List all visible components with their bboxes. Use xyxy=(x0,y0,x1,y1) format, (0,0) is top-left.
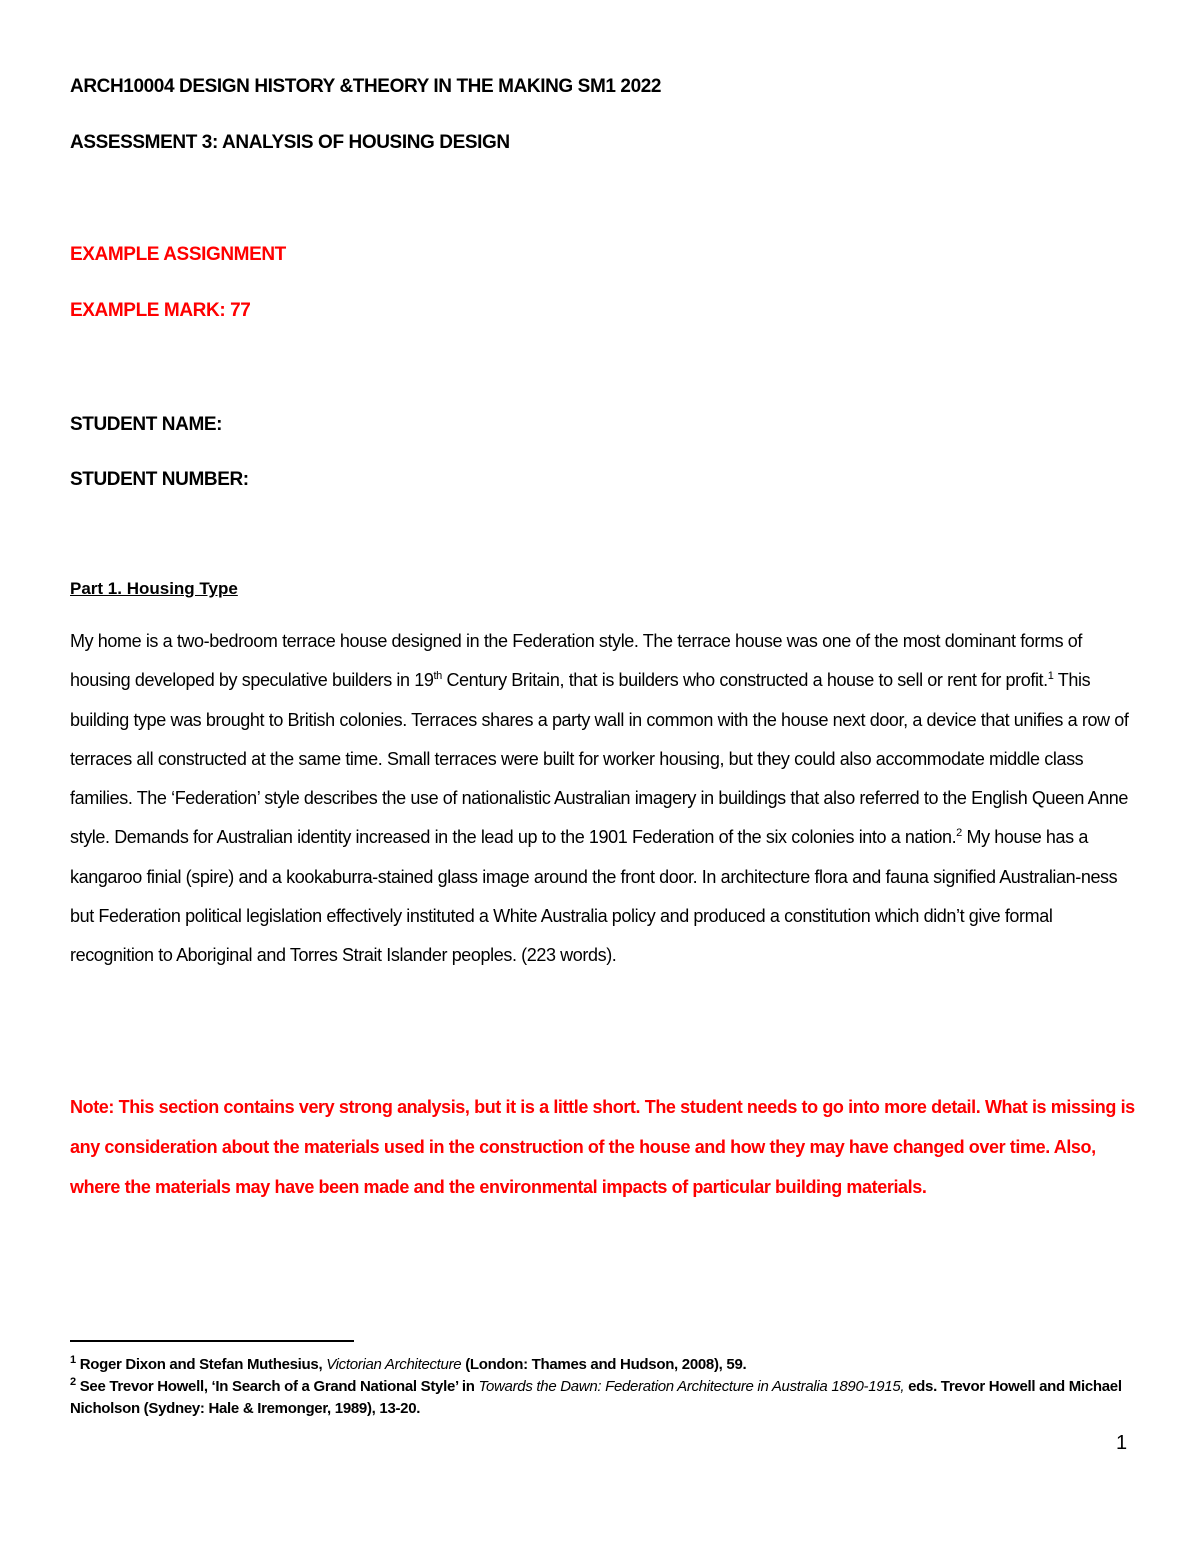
marker-note: Note: This section contains very strong analysis, but it is a little short. The student needs to go into more detail. What is missing is any consideration about the materials used in the construction of the house and how they may have changed over time. Also, where the materials may have been made and the environmental impacts of particular building materials. xyxy=(70,1097,1135,1197)
superscript-th: th xyxy=(433,670,442,683)
body-text-d: My house has a kangaroo finial (spire) and a kookaburra-stained glass image around the front door. In architecture flora and fauna signified Australian-ness but Federation political legislation effectively instituted a White Australia policy and produced a constitution which didn’t give formal recognition to Aboriginal and Torres Strait Islander peoples. (223 words). xyxy=(70,827,1118,966)
footnote-2-number: 2 xyxy=(70,1376,76,1388)
footnote-1 xyxy=(70,1354,1150,1376)
page-number: 1 xyxy=(1116,1432,1128,1454)
course-title: ARCH10004 DESIGN HISTORY &THEORY IN THE MAKING SM1 2022 xyxy=(70,76,662,97)
body-paragraph xyxy=(70,622,1140,976)
footnote-2-post: eds. Trevor Howell and Michael Nicholson (Sydney: Hale & Iremonger, 1989), 13-20. xyxy=(70,1378,1122,1417)
student-number-label: STUDENT NUMBER: xyxy=(70,469,249,490)
footnote-1-number: 1 xyxy=(70,1354,76,1366)
footnote-1-post: (London: Thames and Hudson, 2008), 59. xyxy=(461,1356,747,1373)
footnote-divider xyxy=(70,1340,354,1342)
body-text-c: This building type was brought to British colonies. Terraces shares a party wall in common with the house next door, a device that unifies a row of terraces all constructed at the same time. Small terraces were built for worker housing, but they could also accommodate middle class families. The ‘Federation’ style describes the use of nationalistic Australian imagery in buildings that also referred to the English Queen Anne style. Demands for Australian identity increased in the lead up to the 1901 Federation of the six colonies into a nation. xyxy=(70,670,1129,848)
footnote-ref-2[interactable]: 2 xyxy=(956,827,962,840)
footnote-ref-1[interactable]: 1 xyxy=(1047,670,1054,683)
section-heading: Part 1. Housing Type xyxy=(70,579,238,598)
student-name-label: STUDENT NAME: xyxy=(70,414,223,435)
footnote-2-pre: See Trevor Howell, ‘In Search of a Grand National Style’ in xyxy=(75,1378,479,1395)
footnotes xyxy=(70,1354,1150,1420)
body-text-b: Century Britain, that is builders who constructed a house to sell or rent for profit. xyxy=(441,670,1048,691)
assessment-title: ASSESSMENT 3: ANALYSIS OF HOUSING DESIGN xyxy=(70,132,510,153)
body-text-a: My home is a two-bedroom terrace house designed in the Federation style. The terrace house was one of the most dominant forms of housing developed by speculative builders in 19 xyxy=(70,631,1083,691)
example-mark-label: EXAMPLE MARK: 77 xyxy=(70,300,251,321)
example-assignment-label: EXAMPLE ASSIGNMENT xyxy=(70,244,286,265)
footnote-1-title: Victorian Architecture xyxy=(326,1356,462,1373)
footnote-2-title: Towards the Dawn: Federation Architecture in Australia 1890-1915, xyxy=(478,1378,905,1395)
footnote-2 xyxy=(70,1376,1150,1420)
footnote-1-pre: Roger Dixon and Stefan Muthesius, xyxy=(75,1356,327,1373)
